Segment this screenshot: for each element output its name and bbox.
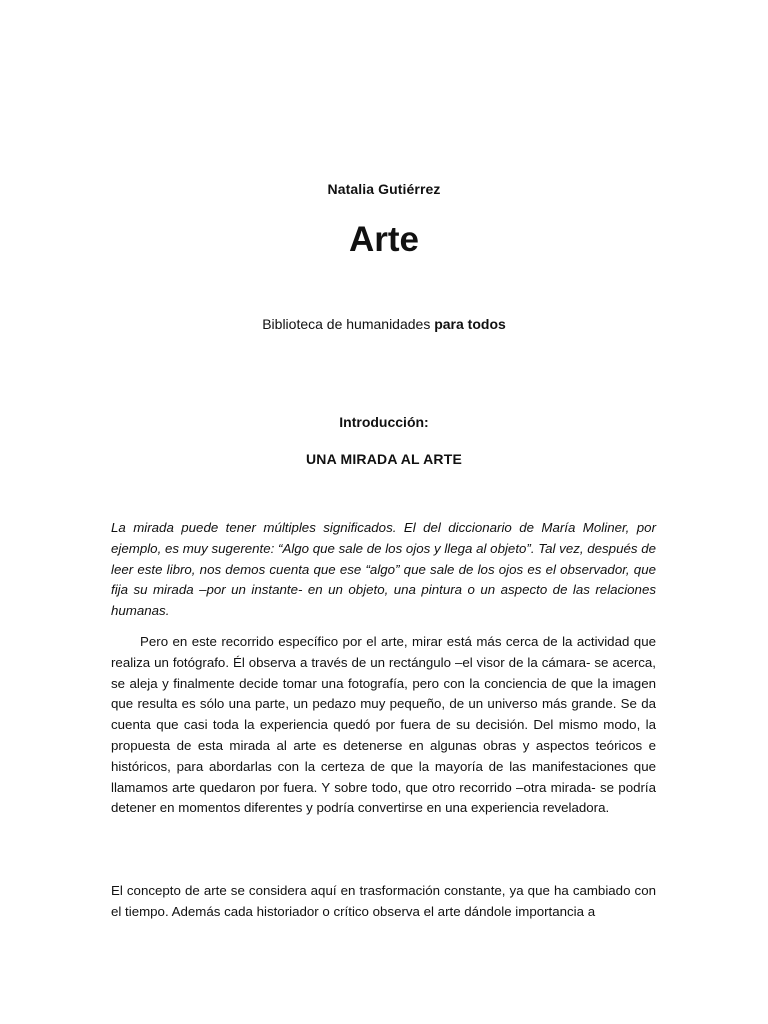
paragraph-2: Pero en este recorrido específico por el arte, mirar está más cerca de la actividad que realiza un fotógrafo. Él observa a través de un rectángulo –el visor de la cámara- se acerca, se aleja y finalmente decide tomar una fotografía, pero con la conciencia de que la imagen que resulta es sólo una parte, un pedazo muy pequeño, de un universo más grande. Se da cuenta que casi toda la experiencia quedó por fuera de su decisión. Del mismo modo, la propuesta de esta mirada al arte es detenerse en algunas obras y aspectos teóricos e históricos, para abordarlas con la certeza de que la mayoría de las manifestaciones que llamamos arte quedaron por fuera. Y sobre todo, que otro recorrido –otra mirada- se podría detener en momentos diferentes y podría convertirse en una experiencia reveladora.	[111, 634, 656, 816]
paragraph-3: El concepto de arte se considera aquí en trasformación constante, ya que ha cambiado con el tiempo. Además cada historiador o crítico observa el arte dándole importancia a	[111, 883, 656, 919]
series-name	[0, 316, 768, 332]
series-name-bold: para todos	[434, 316, 506, 332]
section-title: UNA MIRADA AL ARTE	[305, 451, 463, 467]
series-name-regular: Biblioteca de humanidades	[262, 316, 435, 332]
author-name: Natalia Gutiérrez	[327, 181, 441, 197]
paragraph-1: La mirada puede tener múltiples significados. El del diccionario de María Moliner, por ejemplo, es muy sugerente: “Algo que sale de los ojos y llega al objeto”. Tal vez, después de leer este libro, nos demos cuenta que ese “algo” que sale de los ojos es el observador, que fija su mirada –por un instante- en un objeto, una pintura o un aspecto de las relaciones humanas.	[111, 520, 657, 619]
book-title: Arte	[348, 220, 420, 259]
introduction-label: Introducción:	[339, 414, 429, 430]
